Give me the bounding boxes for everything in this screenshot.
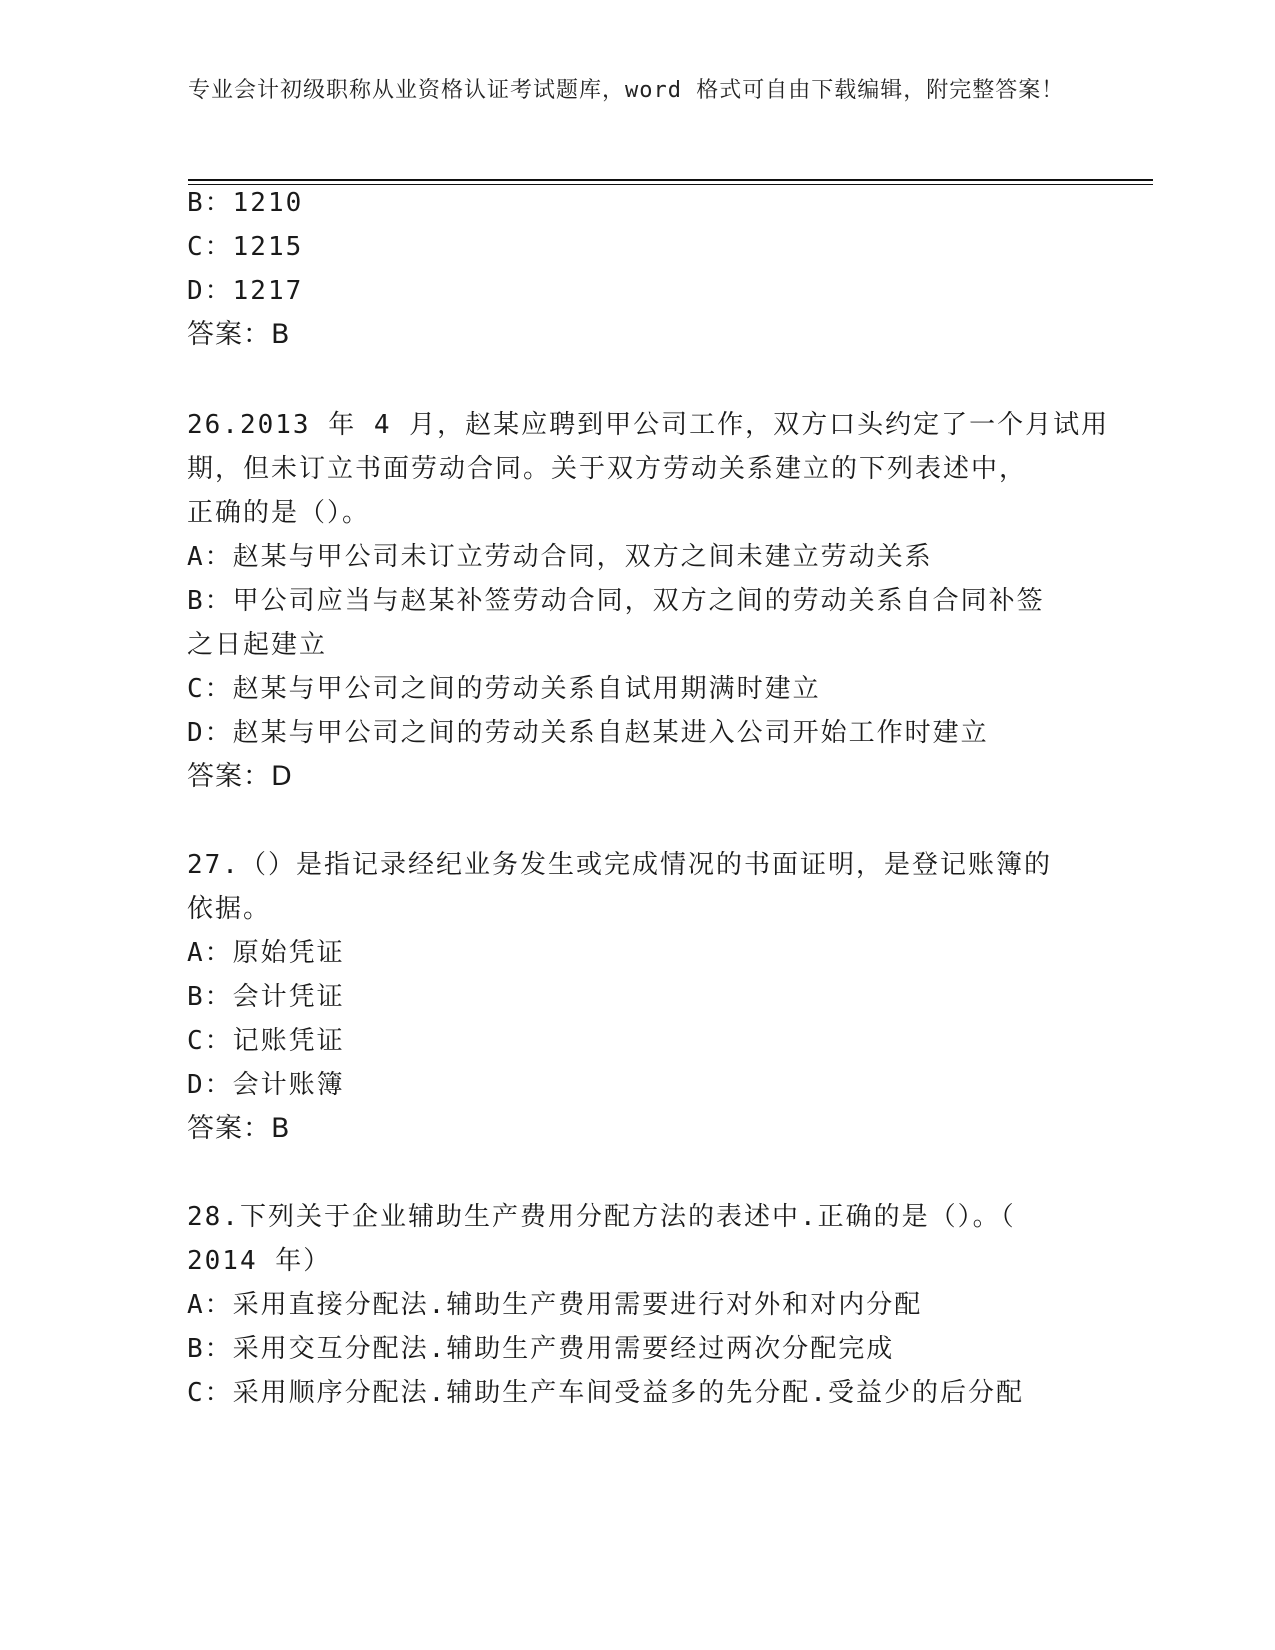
q27-option-d: D：会计账簿	[187, 1070, 345, 1100]
q25-option-c: C：1215	[187, 232, 304, 262]
q26-answer: 答案：D	[187, 761, 293, 792]
q25-answer: 答案：B	[187, 319, 291, 350]
q26-stem-line2: 期，但未订立书面劳动合同。关于双方劳动关系建立的下列表述中，	[187, 454, 1028, 484]
q25-option-d: D：1217	[187, 276, 304, 306]
header-divider-thin	[188, 184, 1153, 185]
header-divider-thick	[188, 179, 1153, 181]
q26-option-d: D：赵某与甲公司之间的劳动关系自赵某进入公司开始工作时建立	[187, 718, 989, 748]
q26-option-a: A：赵某与甲公司未订立劳动合同，双方之间未建立劳动关系	[187, 542, 933, 572]
q28-option-b: B：采用交互分配法.辅助生产费用需要经过两次分配完成	[187, 1334, 895, 1364]
q27-option-b: B：会计凭证	[187, 982, 345, 1012]
q28-stem-line1: 28.下列关于企业辅助生产费用分配方法的表述中.正确的是（）。（	[187, 1202, 1016, 1232]
q27-option-c: C：记账凭证	[187, 1026, 345, 1056]
q25-option-b: B：1210	[187, 188, 304, 218]
q27-answer: 答案：B	[187, 1113, 291, 1144]
q26-option-b-line2: 之日起建立	[187, 630, 328, 660]
q26-stem-line3: 正确的是（）。	[187, 498, 371, 528]
q27-option-a: A：原始凭证	[187, 938, 345, 968]
q26-option-b-line1: B：甲公司应当与赵某补签劳动合同，双方之间的劳动关系自合同补签	[187, 586, 1045, 616]
q28-option-a: A：采用直接分配法.辅助生产费用需要进行对外和对内分配	[187, 1290, 923, 1320]
q27-stem-line2: 依据。	[187, 894, 272, 924]
q28-option-c: C：采用顺序分配法.辅助生产车间受益多的先分配.受益少的后分配	[187, 1378, 1024, 1408]
q27-stem-line1: 27.（）是指记录经纪业务发生或完成情况的书面证明，是登记账簿的	[187, 850, 1052, 880]
q26-option-c: C：赵某与甲公司之间的劳动关系自试用期满时建立	[187, 674, 821, 704]
document-header: 专业会计初级职称从业资格认证考试题库，word 格式可自由下载编辑，附完整答案！	[188, 78, 1065, 103]
q28-stem-line2: 2014 年）	[187, 1246, 332, 1276]
q26-stem-line1: 26.2013 年 4 月，赵某应聘到甲公司工作，双方口头约定了一个月试用	[187, 410, 1110, 440]
